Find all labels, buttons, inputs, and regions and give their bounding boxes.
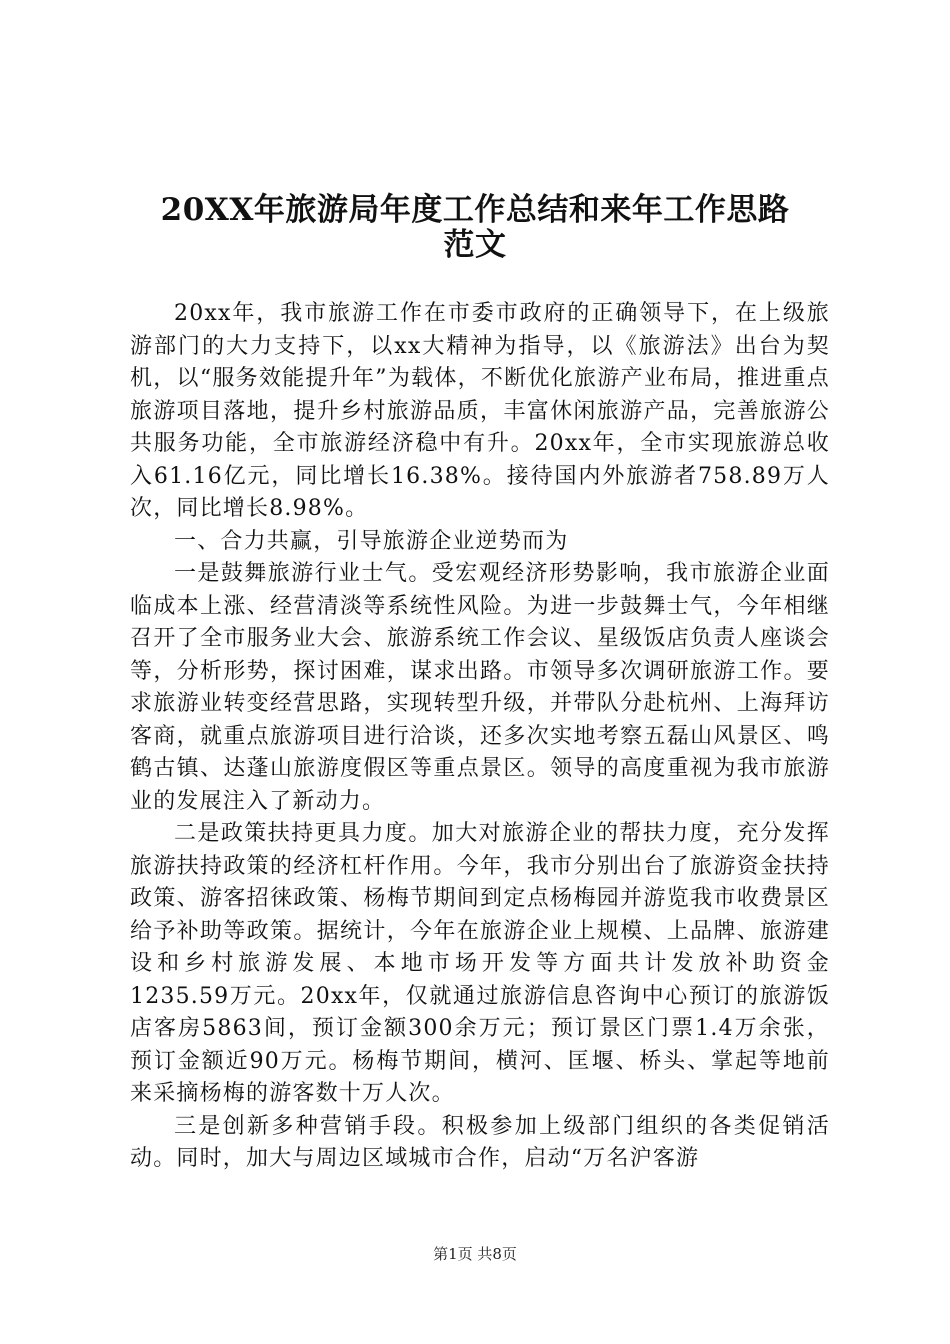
paragraph-intro: 20xx年，我市旅游工作在市委市政府的正确领导下，在上级旅游部门的大力支持下，以xx大精神为指导，以《旅游法》出台为契机，以“服务效能提升年”为载体，不断优化旅游产业布局，推进重点旅游项目落地，提升乡村旅游品质，丰富休闲旅游产品，完善旅游公共服务功能，全市旅游经济稳中有升。20xx年，全市实现旅游总收入61.16亿元，同比增长16.38%。接待国内外旅游者758.89万人次，同比增长8.98%。 <box>130 301 830 521</box>
document-title-line-1: 20XX年旅游局年度工作总结和来年工作思路 <box>160 192 790 228</box>
paragraph-marketing: 三是创新多种营销手段。积极参加上级部门组织的各类促销活动。同时，加大与周边区域城市合作，启动“万名沪客游 <box>130 1113 830 1171</box>
paragraph-policy: 二是政策扶持更具力度。加大对旅游企业的帮扶力度，充分发挥旅游扶持政策的经济杠杆作用。今年，我市分别出台了旅游资金扶持政策、游客招徕政策、杨梅节期间到定点杨梅园并游览我市收费景区给予补助等政策。据统计，今年在旅游企业上规模、上品牌、旅游建设和乡村旅游发展、本地市场开发等方面共计发放补助资金1235.59万元。20xx年，仅就通过旅游信息咨询中心预订的旅游饭店客房5863间，预订金额300余万元；预订景区门票1.4万余张，预订金额近90万元。杨梅节期间，横河、匡堰、桥头、掌起等地前来采摘杨梅的游客数十万人次。 <box>130 821 830 1106</box>
paragraph-morale: 一是鼓舞旅游行业士气。受宏观经济形势影响，我市旅游企业面临成本上涨、经营清淡等系统性风险。为进一步鼓舞士气，今年相继召开了全市服务业大会、旅游系统工作会议、星级饭店负责人座谈会等，分析形势，探讨困难，谋求出路。市领导多次调研旅游工作。要求旅游业转变经营思路，实现转型升级，并带队分赴杭州、上海拜访客商，就重点旅游项目进行洽谈，还多次实地考察五磊山风景区、鸣鹤古镇、达蓬山旅游度假区等重点景区。领导的高度重视为我市旅游业的发展注入了新动力。 <box>130 561 830 814</box>
page-footer: 第1页 共8页 <box>433 1245 517 1263</box>
document-body <box>130 298 830 1176</box>
document-title-line-2: 范文 <box>443 227 507 263</box>
section-heading-1: 一、合力共赢，引导旅游企业逆势而为 <box>174 528 569 554</box>
